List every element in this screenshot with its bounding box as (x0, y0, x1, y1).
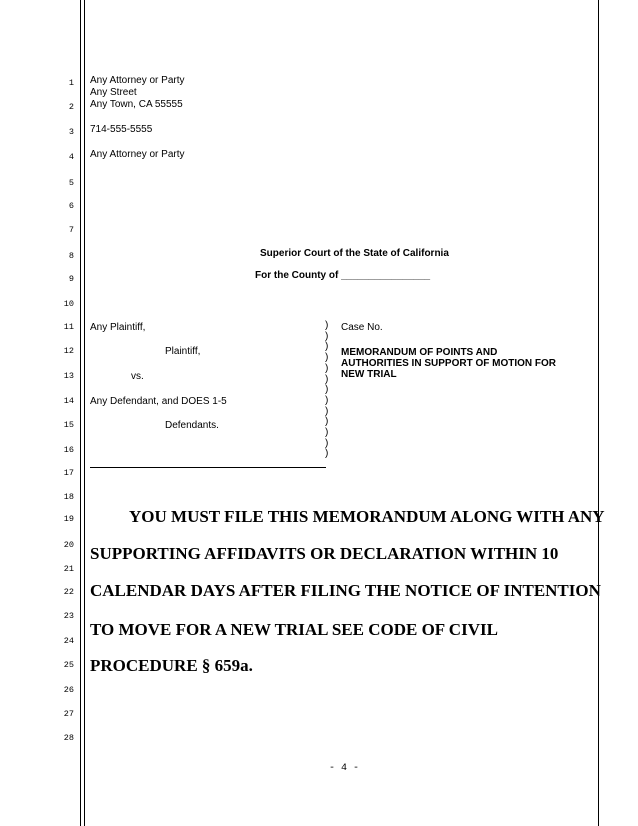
left-margin-rule (80, 0, 81, 826)
line-number: 18 (63, 492, 74, 502)
page-number: - 4 - (329, 763, 360, 774)
line-number: 4 (68, 152, 74, 162)
line-number: 6 (68, 201, 74, 211)
line-number: 11 (63, 322, 74, 332)
caption-paren-column: ) ) ) ) ) ) ) ) ) ) ) ) ) (325, 320, 329, 460)
body-line-3: CALENDAR DAYS AFTER FILING THE NOTICE OF INTENTION (90, 581, 601, 600)
attorney-city: Any Town, CA 55555 (90, 99, 183, 110)
line-number: 7 (68, 225, 74, 235)
case-number-label: Case No. (341, 322, 383, 333)
line-number: 9 (68, 274, 74, 284)
line-number: 13 (63, 371, 74, 381)
line-number: 28 (63, 733, 74, 743)
line-number: 8 (68, 251, 74, 261)
line-number: 3 (68, 127, 74, 137)
line-number: 26 (63, 685, 74, 695)
document-title-line-2: AUTHORITIES IN SUPPORT OF MOTION FOR (341, 358, 556, 369)
line-number: 27 (63, 709, 74, 719)
line-number: 2 (68, 102, 74, 112)
right-margin-rule (598, 0, 599, 826)
line-number: 16 (63, 445, 74, 455)
line-number: 19 (63, 514, 74, 524)
line-number: 22 (63, 587, 74, 597)
attorney-name: Any Attorney or Party (90, 75, 185, 86)
line-number: 17 (63, 468, 74, 478)
line-number: 5 (68, 178, 74, 188)
versus: vs. (131, 371, 144, 382)
line-number: 25 (63, 660, 74, 670)
line-number: 15 (63, 420, 74, 430)
body-line-5: PROCEDURE § 659a. (90, 656, 253, 675)
attorney-phone: 714-555-5555 (90, 124, 153, 135)
line-number: 12 (63, 346, 74, 356)
document-title-line-1: MEMORANDUM OF POINTS AND (341, 347, 498, 358)
plaintiff-name: Any Plaintiff, (90, 322, 146, 333)
line-number: 10 (63, 299, 74, 309)
document-title-line-3: NEW TRIAL (341, 369, 397, 380)
caption-parens (325, 321, 328, 460)
line-number: 21 (63, 564, 74, 574)
attorney-for: Any Attorney or Party (90, 149, 185, 160)
plaintiff-role: Plaintiff, (165, 346, 201, 357)
body-line-2: SUPPORTING AFFIDAVITS OR DECLARATION WITHIN 10 (90, 544, 559, 563)
court-title: Superior Court of the State of California (260, 248, 449, 259)
left-margin-rule-inner (84, 0, 85, 826)
line-number: 24 (63, 636, 74, 646)
body-line-4: TO MOVE FOR A NEW TRIAL SEE CODE OF CIVIL (90, 620, 498, 639)
line-number: 23 (63, 611, 74, 621)
line-number: 14 (63, 396, 74, 406)
defendant-name: Any Defendant, and DOES 1-5 (90, 396, 227, 407)
line-number: 20 (63, 540, 74, 550)
court-county: For the County of ________________ (255, 270, 431, 281)
line-number: 1 (68, 78, 74, 88)
defendant-role: Defendants. (165, 420, 219, 431)
attorney-street: Any Street (90, 87, 137, 98)
body-line-1: YOU MUST FILE THIS MEMORANDUM ALONG WITH ANY (129, 507, 605, 526)
caption-underline (90, 467, 326, 468)
